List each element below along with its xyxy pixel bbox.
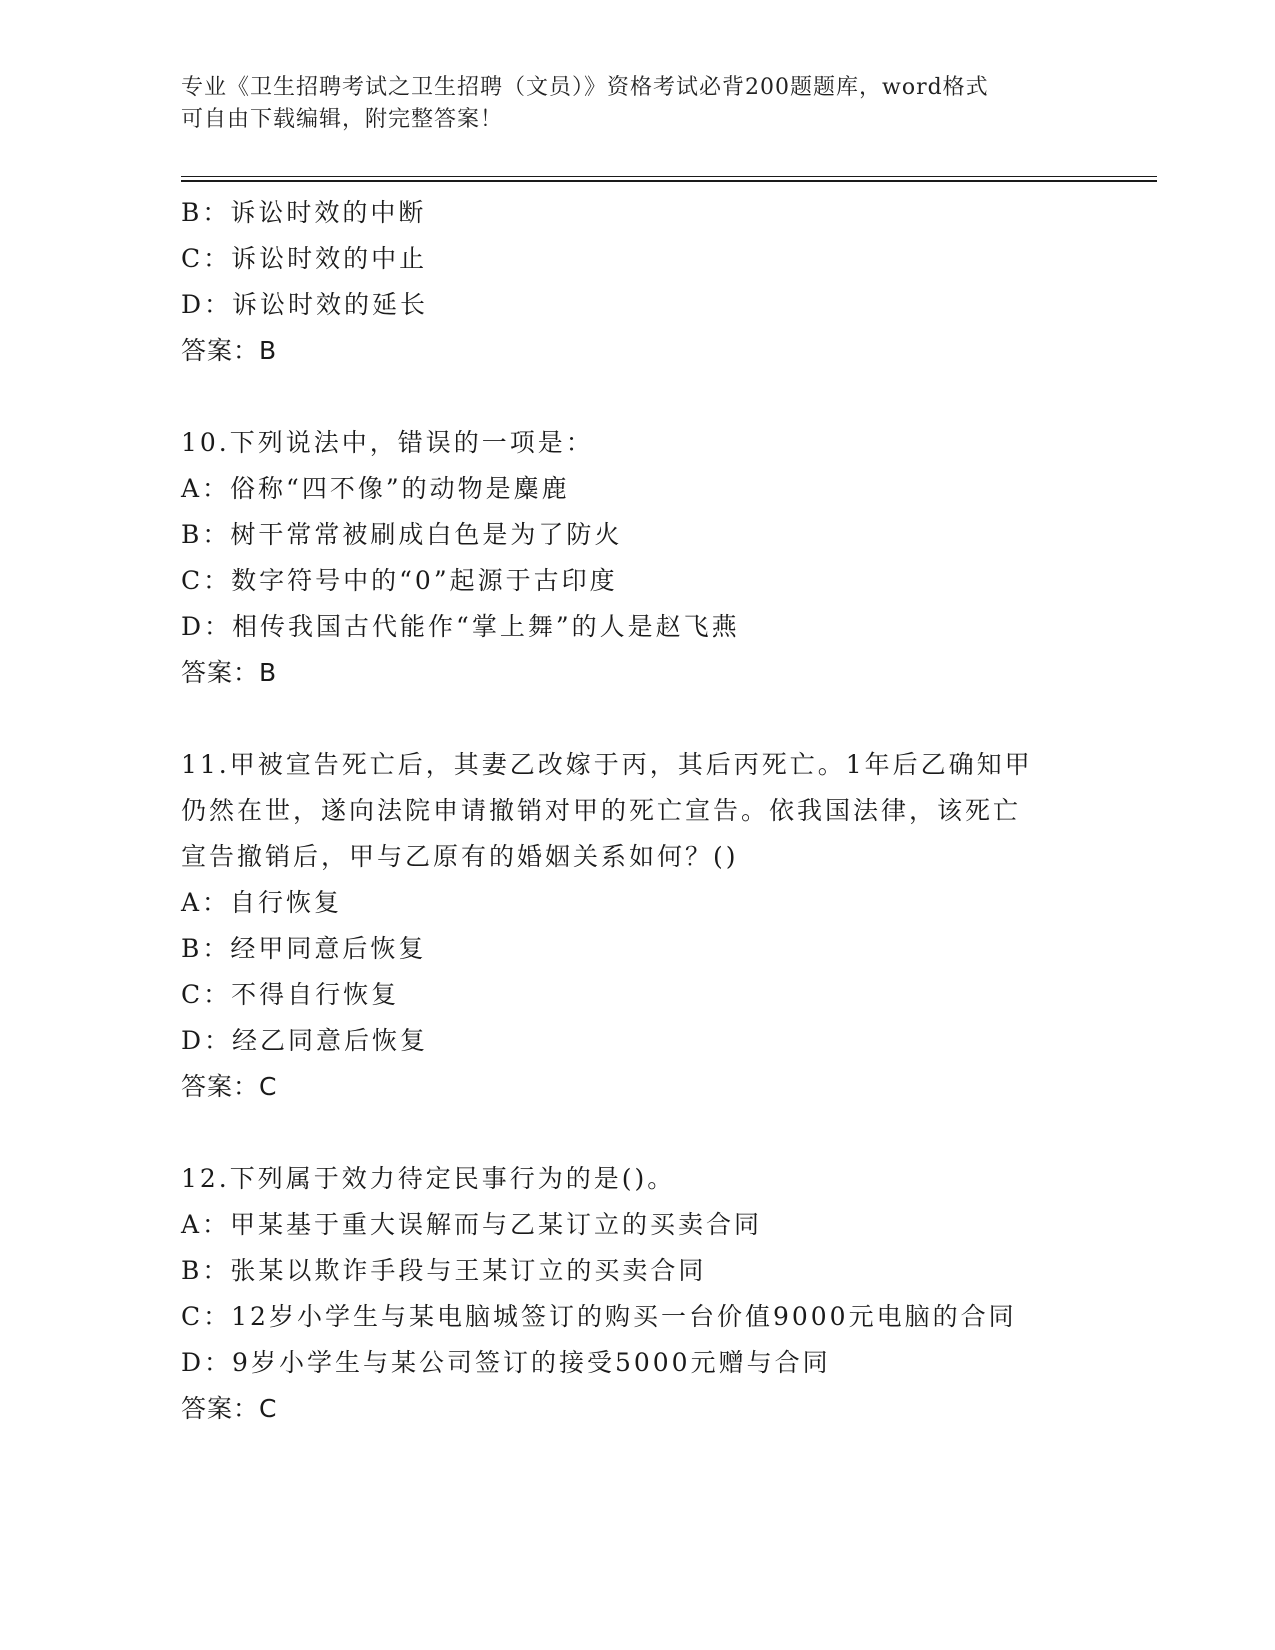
option-b: B：经甲同意后恢复 <box>181 934 427 963</box>
header-line-2: 可自由下载编辑，附完整答案！ <box>181 107 504 132</box>
option-d: D：相传我国古代能作“掌上舞”的人是赵飞燕 <box>181 612 740 641</box>
question-stem: 10.下列说法中，错误的一项是： <box>181 428 594 457</box>
answer-line: 答案：B <box>181 658 278 687</box>
option-b: B：张某以欺诈手段与王某订立的买卖合同 <box>181 1256 707 1285</box>
option-d: D：经乙同意后恢复 <box>181 1026 429 1055</box>
option-d: D：9岁小学生与某公司签订的接受5000元赠与合同 <box>181 1348 831 1377</box>
header-line-1: 专业《卫生招聘考试之卫生招聘（文员）》资格考试必背200题题库，word格式 <box>181 75 989 100</box>
option-c: C：诉讼时效的中止 <box>181 244 428 273</box>
option-c: C：不得自行恢复 <box>181 980 400 1009</box>
header-divider-thin <box>181 176 1157 177</box>
question-stem: 12.下列属于效力待定民事行为的是()。 <box>181 1164 676 1193</box>
header-divider-thick <box>181 180 1157 182</box>
question-12 <box>181 1156 1101 1432</box>
question-11 <box>181 742 1101 1110</box>
question-stem-line-1: 11.甲被宣告死亡后，其妻乙改嫁于丙，其后丙死亡。1年后乙确知甲 <box>181 750 1033 779</box>
option-a: A：甲某基于重大误解而与乙某订立的买卖合同 <box>181 1210 763 1239</box>
option-d: D：诉讼时效的延长 <box>181 290 429 319</box>
question-stem-line-3: 宣告撤销后，甲与乙原有的婚姻关系如何？() <box>181 842 739 871</box>
question-stem-line-2: 仍然在世，遂向法院申请撤销对甲的死亡宣告。依我国法律，该死亡 <box>181 796 1022 825</box>
answer-line: 答案：C <box>181 1072 278 1101</box>
option-b: B：诉讼时效的中断 <box>181 198 427 227</box>
answer-line: 答案：B <box>181 336 278 365</box>
question-9 <box>181 190 1101 374</box>
answer-line: 答案：C <box>181 1394 278 1423</box>
option-c: C：12岁小学生与某电脑城签订的购买一台价值9000元电脑的合同 <box>181 1302 1017 1331</box>
question-10 <box>181 420 1101 696</box>
document-header <box>181 72 1061 136</box>
option-a: A：自行恢复 <box>181 888 343 917</box>
option-c: C：数字符号中的“0”起源于古印度 <box>181 566 618 595</box>
option-a: A：俗称“四不像”的动物是麋鹿 <box>181 474 570 503</box>
question-list <box>181 190 1101 1432</box>
option-b: B：树干常常被刷成白色是为了防火 <box>181 520 623 549</box>
